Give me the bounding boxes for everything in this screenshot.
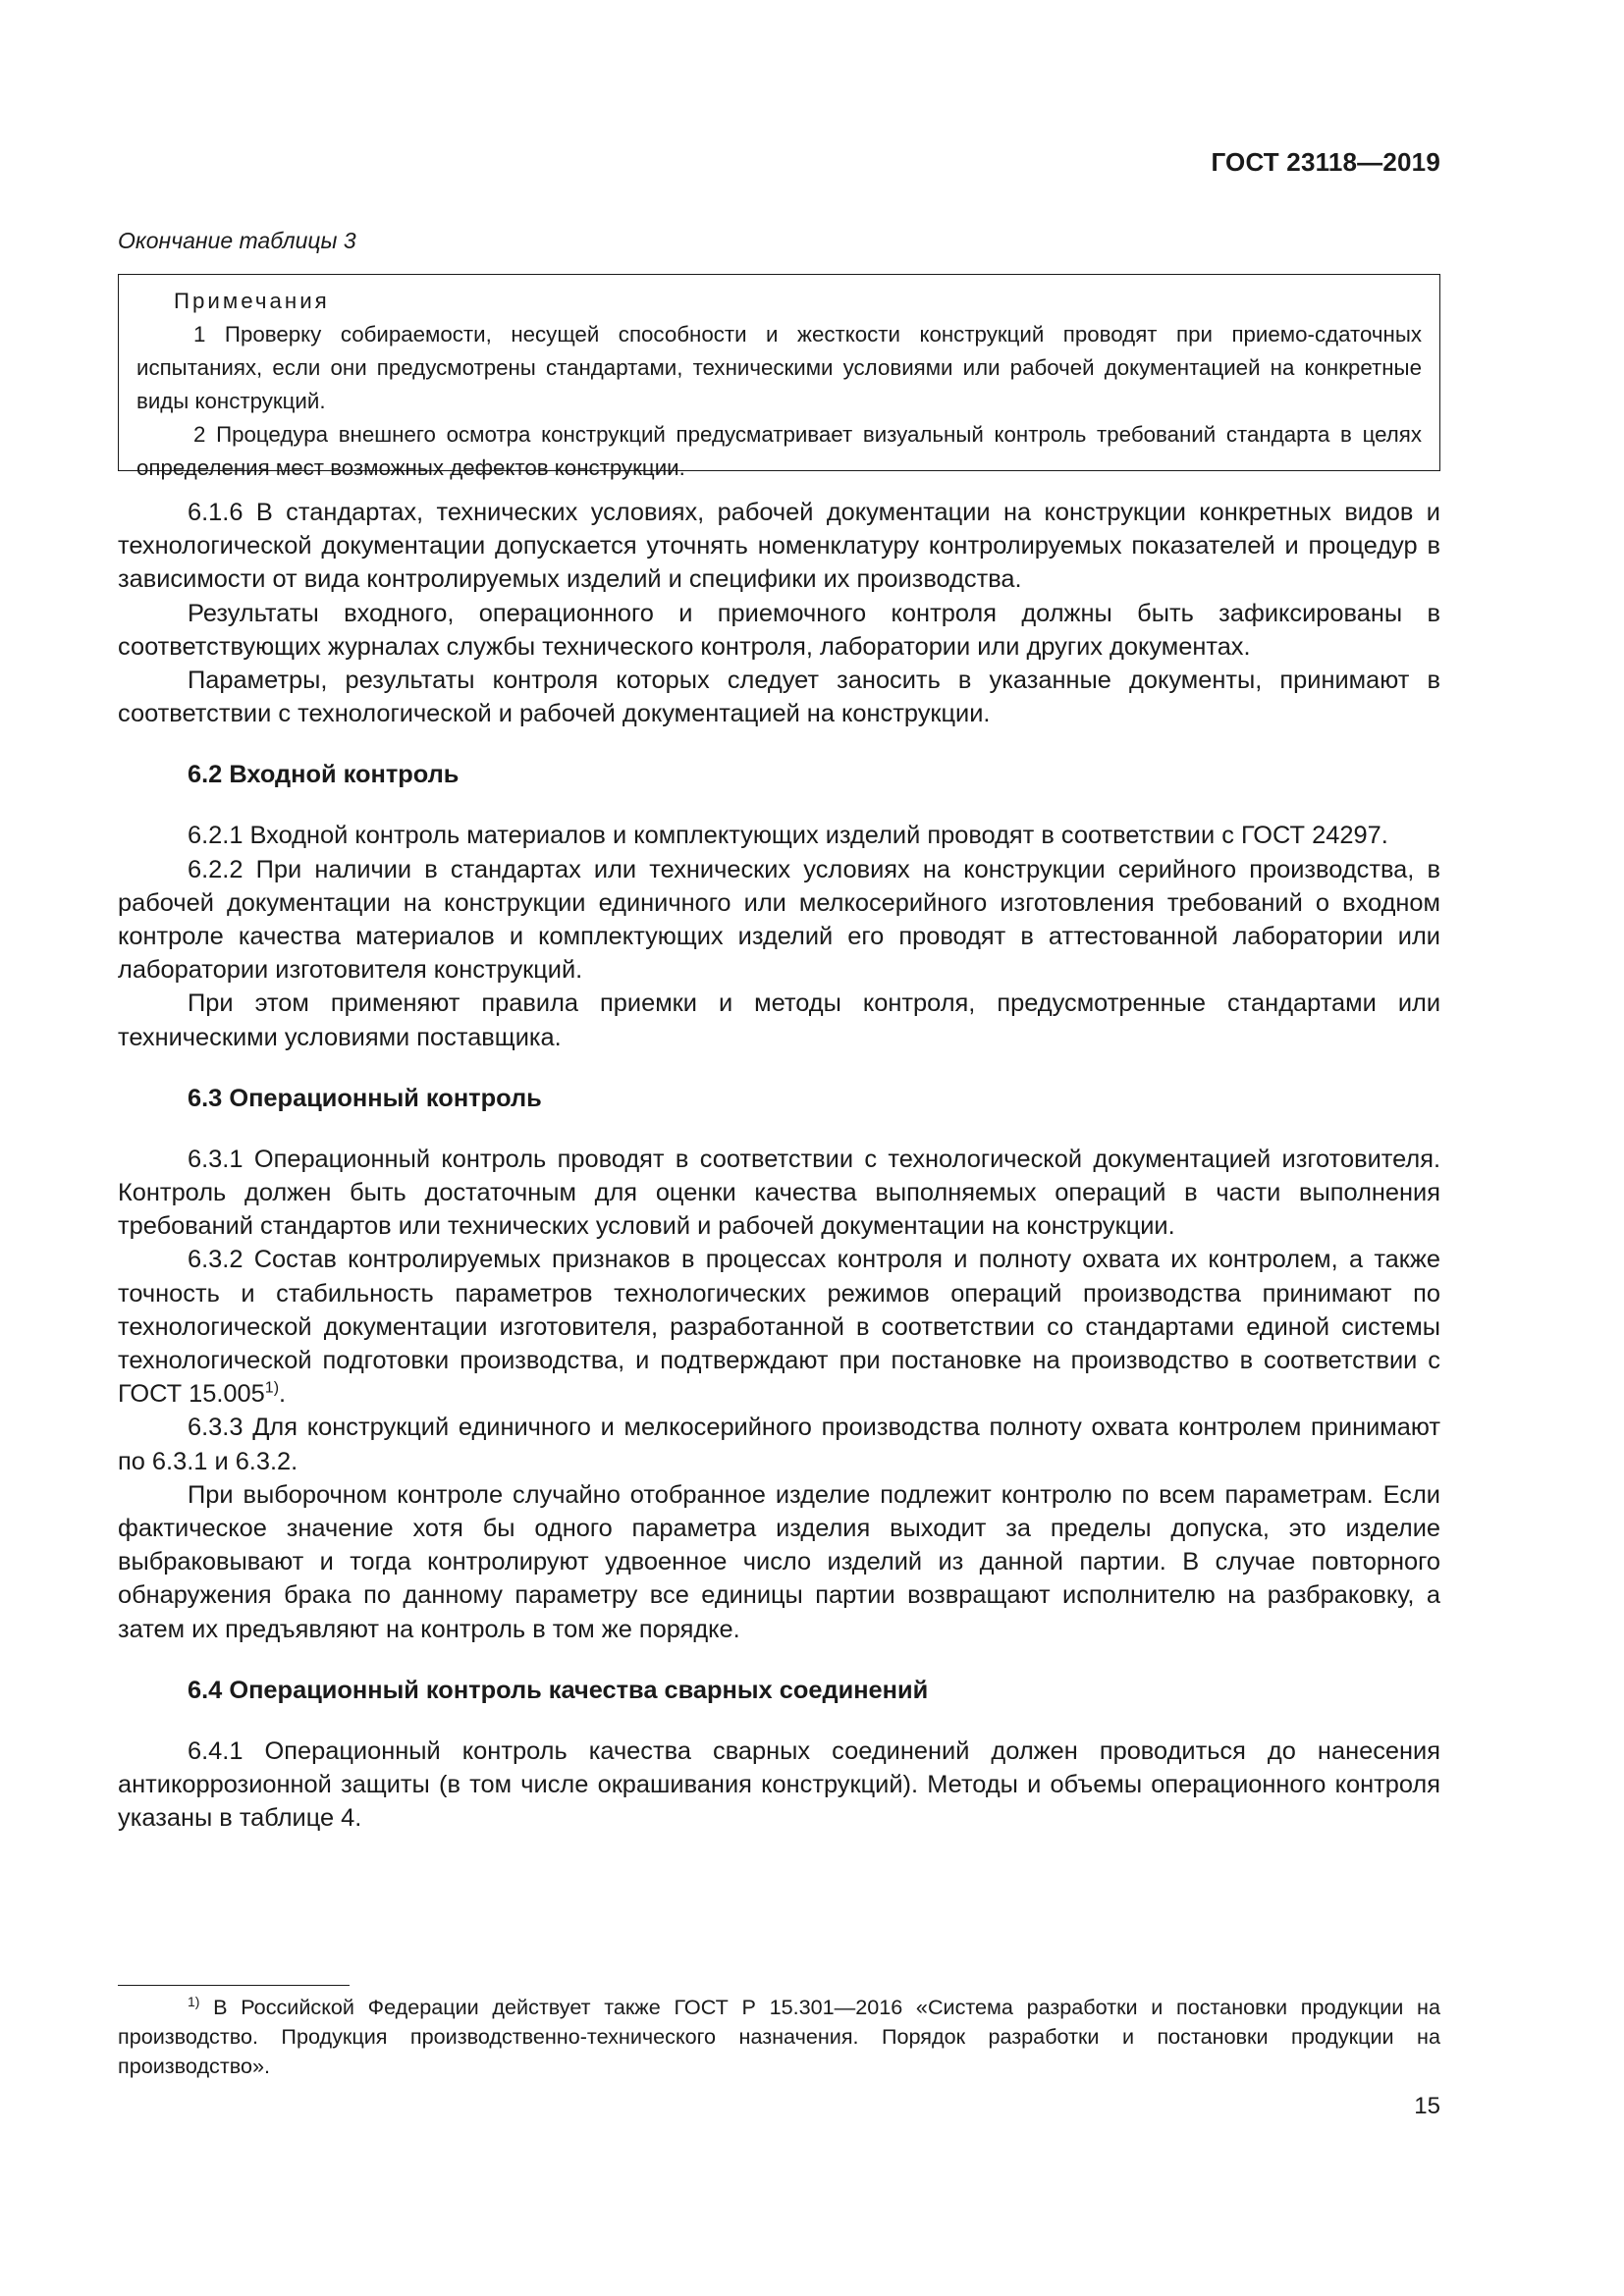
- heading-6-2: 6.2 Входной контроль: [188, 761, 460, 789]
- paragraph-results: Результаты входного, операционного и приемочного контроля должны быть зафиксированы в соответствующих журналах службы технического контроля, лаборатории или других документах.: [118, 599, 1440, 661]
- paragraph-6-2-1: 6.2.1 Входной контроль материалов и комплектующих изделий проводят в соответствии с ГОСТ 24297.: [188, 822, 1388, 850]
- notes-box: [118, 274, 1440, 480]
- paragraph-acceptance-rules: При этом применяют правила приемки и методы контроля, предусмотренные стандартами или техническими условиями поставщика.: [118, 989, 1440, 1051]
- paragraph-6-3-2: [118, 1243, 1440, 1411]
- heading-6-3: 6.3 Операционный контроль: [188, 1084, 542, 1112]
- footnote-text: В Российской Федерации действует также ГОСТ Р 15.301—2016 «Система разработки и постановки продукции на производство. Продукция производственно-технического назначения. Порядок разработки и постановки продукции на производство».: [118, 1995, 1440, 2078]
- footnote-reference[interactable]: 1): [264, 1379, 280, 1397]
- note-item: 2 Процедура внешнего осмотра конструкций предусматривает визуальный контроль требований стандарта в целях определения мест возможных дефектов конструкции.: [136, 422, 1422, 480]
- paragraph-6-4-1: 6.4.1 Операционный контроль качества сварных соединений должен проводиться до нанесения антикоррозионной защиты (в том числе окрашивания конструкций). Методы и объемы операционного контроля указаны в таблице 4.: [118, 1736, 1440, 1833]
- document-code-header: ГОСТ 23118—2019: [1211, 147, 1440, 177]
- paragraph-sampling-control: При выборочном контроле случайно отобранное изделие подлежит контролю по всем параметрам. Если фактическое значение хотя бы одного параметра изделия выходит за пределы допуска, это изделие выбраковывают и тогда контролируют удвоенное число изделий из данной партии. В случае повторного обнаружения брака по данному параметру все единицы партии возвращают исполнителю на разбраковку, а затем их предъявляют на контроль в том же порядке.: [118, 1480, 1440, 1643]
- heading-6-4: 6.4 Операционный контроль качества сварных соединений: [188, 1676, 929, 1704]
- paragraph-parameters: Параметры, результаты контроля которых следует заносить в указанные документы, принимают в соответствии с технологической и рабочей документацией на конструкции.: [118, 667, 1440, 728]
- paragraph-6-1-6: 6.1.6 В стандартах, технических условиях, рабочей документации на конструкции конкретных видов и технологической документации допускается уточнять номенклатуру контролируемых показателей и процедур в зависимости от вида контролируемых изделий и специфики их производства.: [118, 499, 1440, 594]
- page-number: 15: [1414, 2093, 1440, 2119]
- footnote: [118, 1993, 1440, 2081]
- main-body: [118, 496, 1440, 1836]
- table-continuation-caption: Окончание таблицы 3: [118, 228, 356, 253]
- paragraph-6-3-1: 6.3.1 Операционный контроль проводят в соответствии с технологической документацией изготовителя. Контроль должен быть достаточным для оценки качества выполняемых операций в части выполнения требований стандартов или технических условий и рабочей документации на конструкции.: [118, 1145, 1440, 1241]
- note-item: 1 Проверку собираемости, несущей способности и жесткости конструкций проводят при приемо-сдаточных испытаниях, если они предусмотрены стандартами, техническими условиями или рабочей документацией на конкретные виды конструкций.: [136, 322, 1422, 413]
- footnote-separator: [118, 1985, 350, 1986]
- notes-title: Примечания: [174, 289, 330, 313]
- paragraph-6-2-2: 6.2.2 При наличии в стандартах или технических условиях на конструкции серийного производства, в рабочей документации на конструкции единичного или мелкосерийного изготовления требований о входном контроле качества материалов и комплектующих изделий его проводят в аттестованной лаборатории или лаборатории изготовителя конструкций.: [118, 855, 1440, 985]
- paragraph-6-3-2-end: .: [279, 1380, 287, 1409]
- paragraph-6-3-3: 6.3.3 Для конструкций единичного и мелкосерийного производства полноту охвата контролем принимают по 6.3.1 и 6.3.2.: [118, 1414, 1440, 1475]
- footnote-marker: 1): [188, 1993, 200, 2009]
- paragraph-6-3-2-text: 6.3.2 Состав контролируемых признаков в процессах контроля и полноту охвата их контролем, а также точность и стабильность параметров технологических режимов операций производства принимают по технологической документации изготовителя, разработанной в соответствии со стандартами единой системы технологической подготовки производства, и подтверждают при постановке на производство в соответствии с ГОСТ 15.005: [118, 1246, 1440, 1409]
